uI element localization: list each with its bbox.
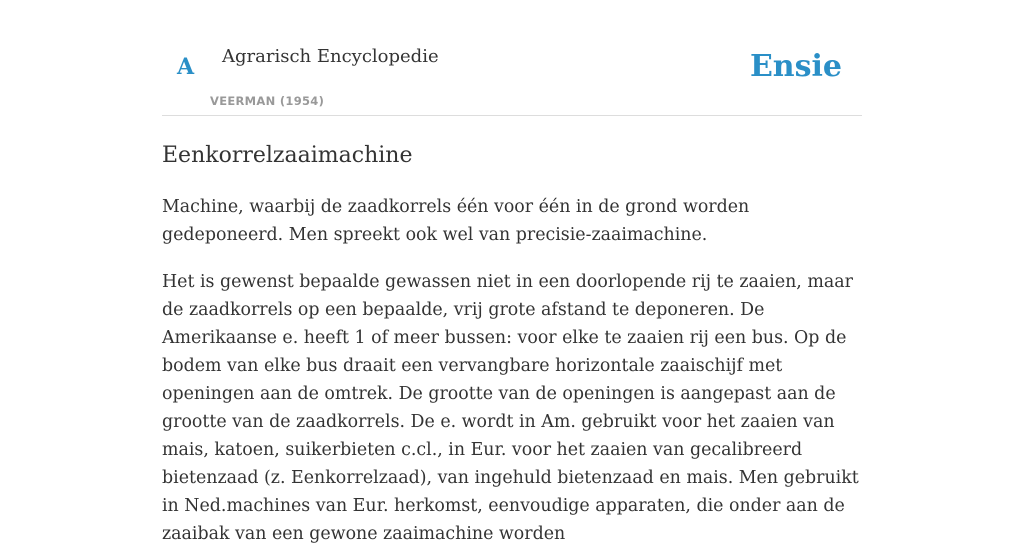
article-paragraph: Machine, waarbij de zaadkorrels één voor één in de grond worden gedeponeerd. Men spreekt ook wel van precisie-zaaimachine. [162,196,750,245]
source-title-link[interactable]: Agrarisch Encyclopedie [222,46,439,67]
source-header [162,0,862,116]
article-paragraph: Het is gewenst bepaalde gewassen niet in een doorlopende rij te zaaien, maar de zaadkorrels op een bepaalde, vrij grote afstand te deponeren. De Amerikaanse e. heeft 1 of meer bussen: voor elke te zaaien rij een bus. Op de bodem van elke bus draait een vervangbare horizontale zaaischijf met openingen aan de omtrek. De grootte van de openingen is aangepast aan de grootte van de zaadkorrels. De e. wordt in Am. gebruikt voor het zaaien van mais, katoen, suikerbieten c.cl., in Eur. voor het zaaien van gecalibreerd bietenzaad (z. Eenkorrelzaad), van ingehuld bietenzaad en mais. Men gebruikt in Ned.machines van Eur. herkomst, eenvoudige apparaten, die onder aan de zaaibak van een gewone zaaimachine worden [162,271,859,544]
article-body [162,193,862,548]
source-logo-icon[interactable]: A [177,54,195,80]
ensie-logo-link[interactable]: Ensie [749,49,842,84]
source-author-year: VEERMAN (1954) [210,94,325,108]
article-title: Eenkorrelzaaimachine [162,143,413,168]
page-container [162,0,862,548]
